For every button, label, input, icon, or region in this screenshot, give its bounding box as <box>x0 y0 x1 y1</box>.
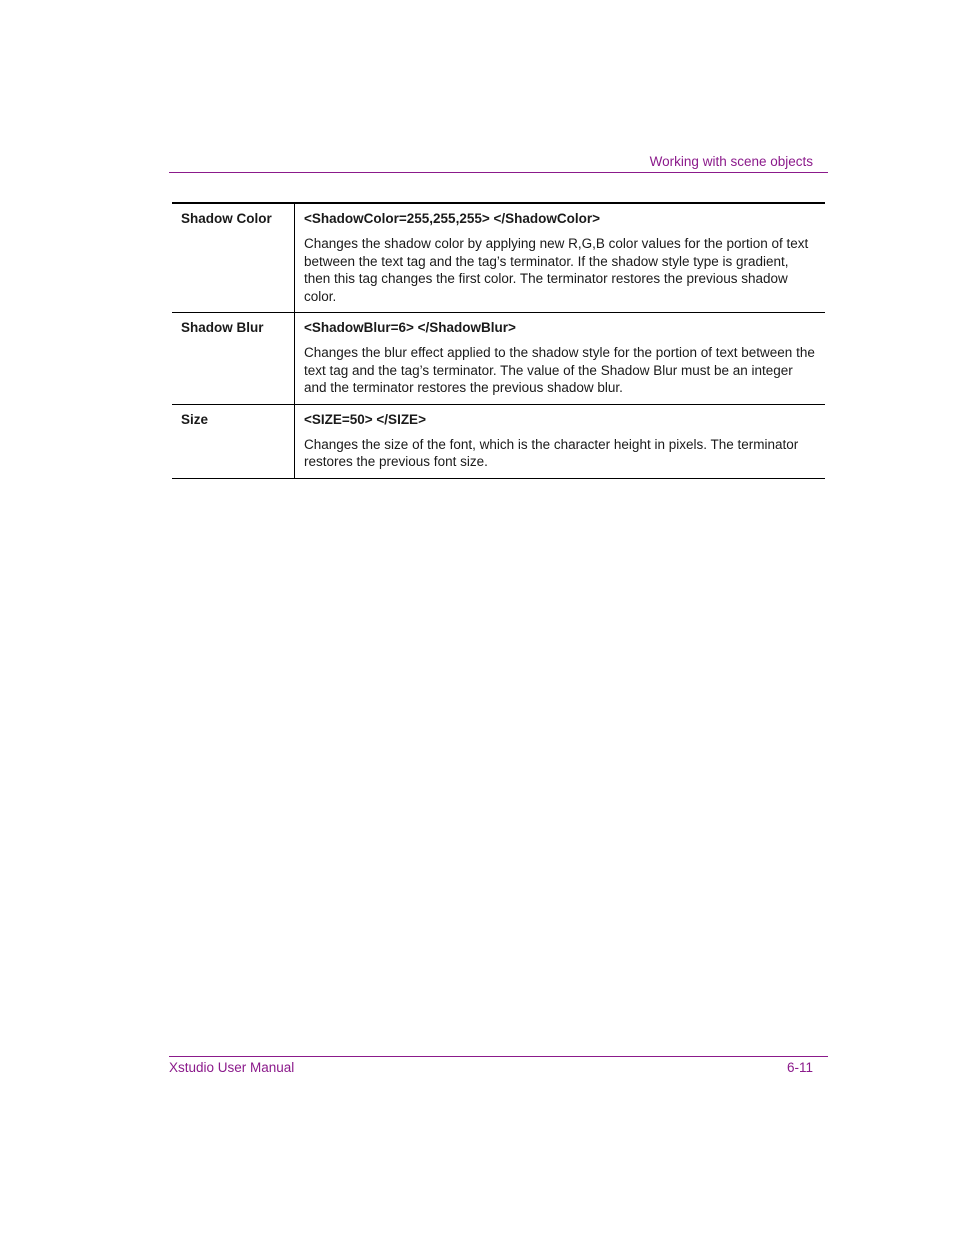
tag-details <box>295 404 826 478</box>
section-title: Working with scene objects <box>649 154 813 169</box>
tag-name: Size <box>172 404 295 478</box>
table-row <box>172 404 825 478</box>
tag-details <box>295 203 826 313</box>
table-row <box>172 203 825 313</box>
tag-description: Changes the size of the font, which is the character height in pixels. The terminator restores the previous font size. <box>304 436 799 469</box>
tag-description: Changes the blur effect applied to the shadow style for the portion of text between the text tag and the tag’s terminator. The value of the Shadow Blur must be an integer and the terminator restores the previous shadow blur. <box>304 345 815 395</box>
tag-syntax: <SIZE=50> </SIZE> <box>304 411 426 427</box>
page-number: 6-11 <box>786 1060 813 1075</box>
tag-name: Shadow Blur <box>172 313 295 405</box>
manual-title: Xstudio User Manual <box>169 1060 295 1075</box>
footer-rule <box>169 1056 828 1057</box>
tag-syntax: <ShadowColor=255,255,255> </ShadowColor> <box>304 211 600 226</box>
header-rule <box>169 172 828 173</box>
table-row <box>172 313 825 405</box>
tag-name: Shadow Color <box>172 203 295 313</box>
tag-details <box>295 313 826 405</box>
tag-description: Changes the shadow color by applying new R,G,B color values for the portion of text between the text tag and the tag’s terminator. If the shadow style type is gradient, then this tag changes the first color. The terminator restores the previous shadow color. <box>304 236 809 304</box>
tag-syntax: <ShadowBlur=6> </ShadowBlur> <box>304 320 516 335</box>
text-tag-table <box>172 202 825 479</box>
